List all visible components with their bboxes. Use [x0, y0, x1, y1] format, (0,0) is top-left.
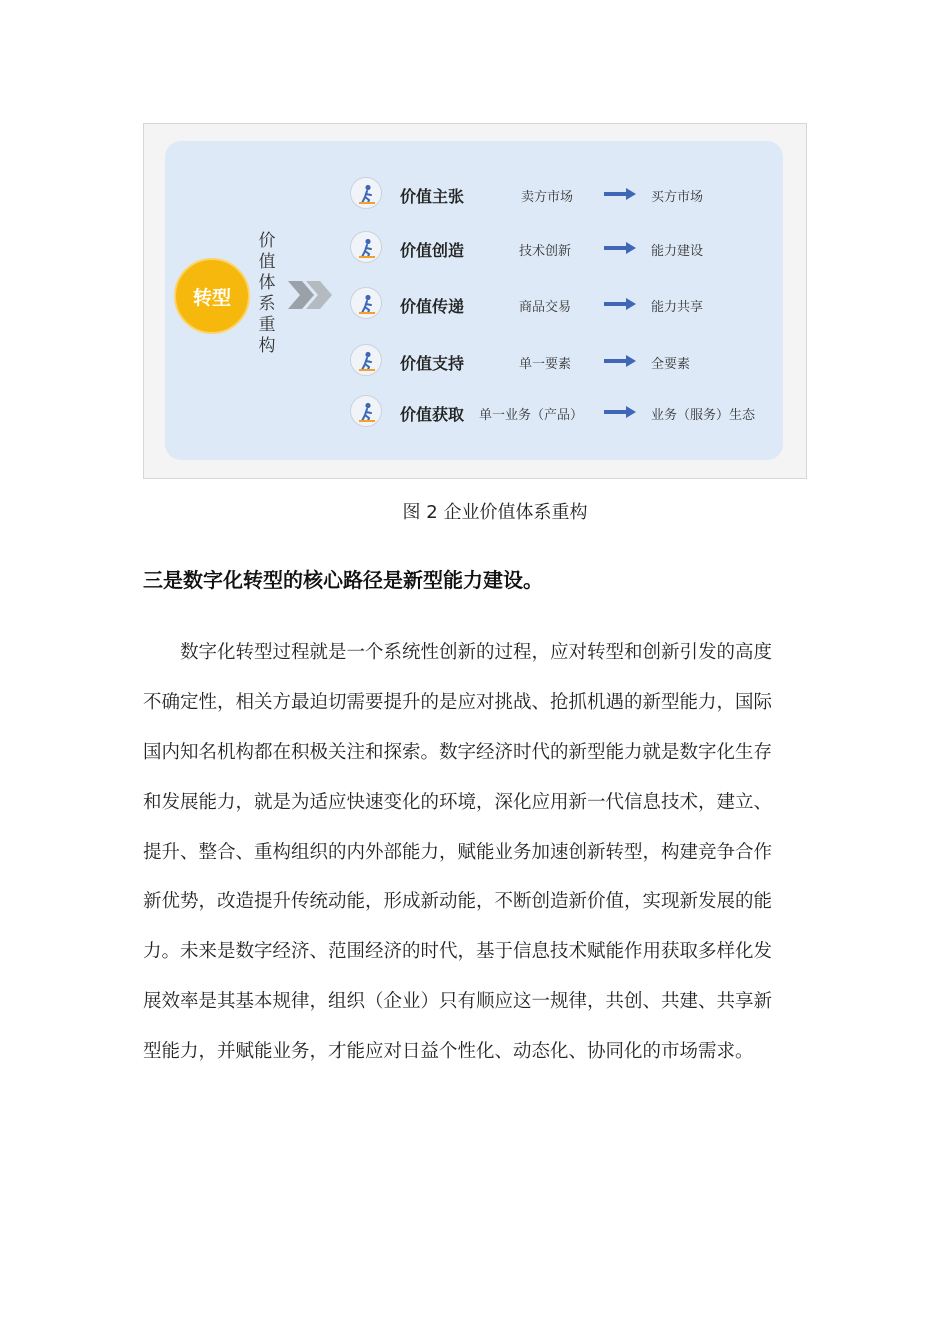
paragraph-line: 国内知名机构都在积极关注和探索。数字经济时代的新型能力就是数字化生存: [143, 742, 773, 763]
paragraph-line: 不确定性，相关方最迫切需要提升的是应对挑战、抢抓机遇的新型能力，国际: [143, 692, 773, 713]
person-icon: [350, 177, 382, 209]
row-to: 能力共享: [651, 300, 704, 315]
section-heading: 三是数字化转型的核心路径是新型能力建设。: [143, 568, 543, 592]
row-to: 买方市场: [651, 190, 704, 205]
person-icon: [350, 395, 382, 427]
vertical-char: 体: [258, 273, 276, 293]
vertical-label: [257, 231, 277, 357]
row-title: 价值传递: [400, 297, 465, 316]
paragraph-line: 提升、整合、重构组织的内外部能力，赋能业务加速创新转型，构建竞争合作: [143, 842, 773, 863]
row-from: 卖方市场: [521, 190, 574, 205]
paragraph-line: 展效率是其基本规律，组织（企业）只有顺应这一规律，共创、共建、共享新: [143, 991, 773, 1012]
person-icon: [350, 344, 382, 376]
paragraph-line: 新优势，改造提升传统动能，形成新动能，不断创造新价值，实现新发展的能: [143, 891, 773, 912]
row-from: 商品交易: [519, 300, 572, 315]
paragraph-line: 和发展能力，就是为适应快速变化的环境，深化应用新一代信息技术，建立、: [143, 792, 773, 813]
row-title: 价值获取: [400, 405, 465, 424]
transformation-circle: [174, 258, 250, 334]
vertical-char: 系: [258, 294, 276, 314]
row-to: 能力建设: [651, 244, 704, 259]
vertical-char: 值: [258, 252, 276, 272]
value-row: [348, 342, 778, 380]
row-to: 业务（服务）生态: [651, 408, 756, 423]
person-icon: [350, 287, 382, 319]
value-row: [348, 229, 778, 267]
vertical-char: 价: [258, 231, 276, 251]
value-row: [348, 393, 778, 431]
row-title: 价值创造: [400, 241, 465, 260]
arrow-right-icon: [604, 406, 636, 418]
paragraph-line: 型能力，并赋能业务，才能应对日益个性化、动态化、协同化的市场需求。: [143, 1041, 754, 1062]
row-title: 价值支持: [400, 354, 465, 373]
person-icon: [350, 231, 382, 263]
vertical-char: 构: [258, 336, 276, 356]
vertical-char: 重: [258, 315, 276, 335]
arrow-right-icon: [604, 188, 636, 200]
arrow-right-icon: [604, 242, 636, 254]
value-row: [348, 285, 778, 323]
figure-caption: 图 2 企业价值体系重构: [402, 502, 588, 523]
value-row: [348, 175, 778, 213]
row-from: 单一要素: [519, 357, 572, 372]
arrow-right-icon: [604, 298, 636, 310]
paragraph-line: 数字化转型过程就是一个系统性创新的过程，应对转型和创新引发的高度: [143, 642, 773, 663]
row-from: 技术创新: [519, 244, 572, 259]
row-from: 单一业务（产品）: [479, 408, 584, 423]
paragraph-line: 力。未来是数字经济、范围经济的时代，基于信息技术赋能作用获取多样化发: [143, 941, 773, 962]
arrow-right-icon: [604, 355, 636, 367]
circle-label: 转型: [192, 286, 231, 309]
row-to: 全要素: [651, 357, 691, 372]
row-title: 价值主张: [400, 187, 465, 206]
double-chevron-icon: [286, 281, 336, 309]
